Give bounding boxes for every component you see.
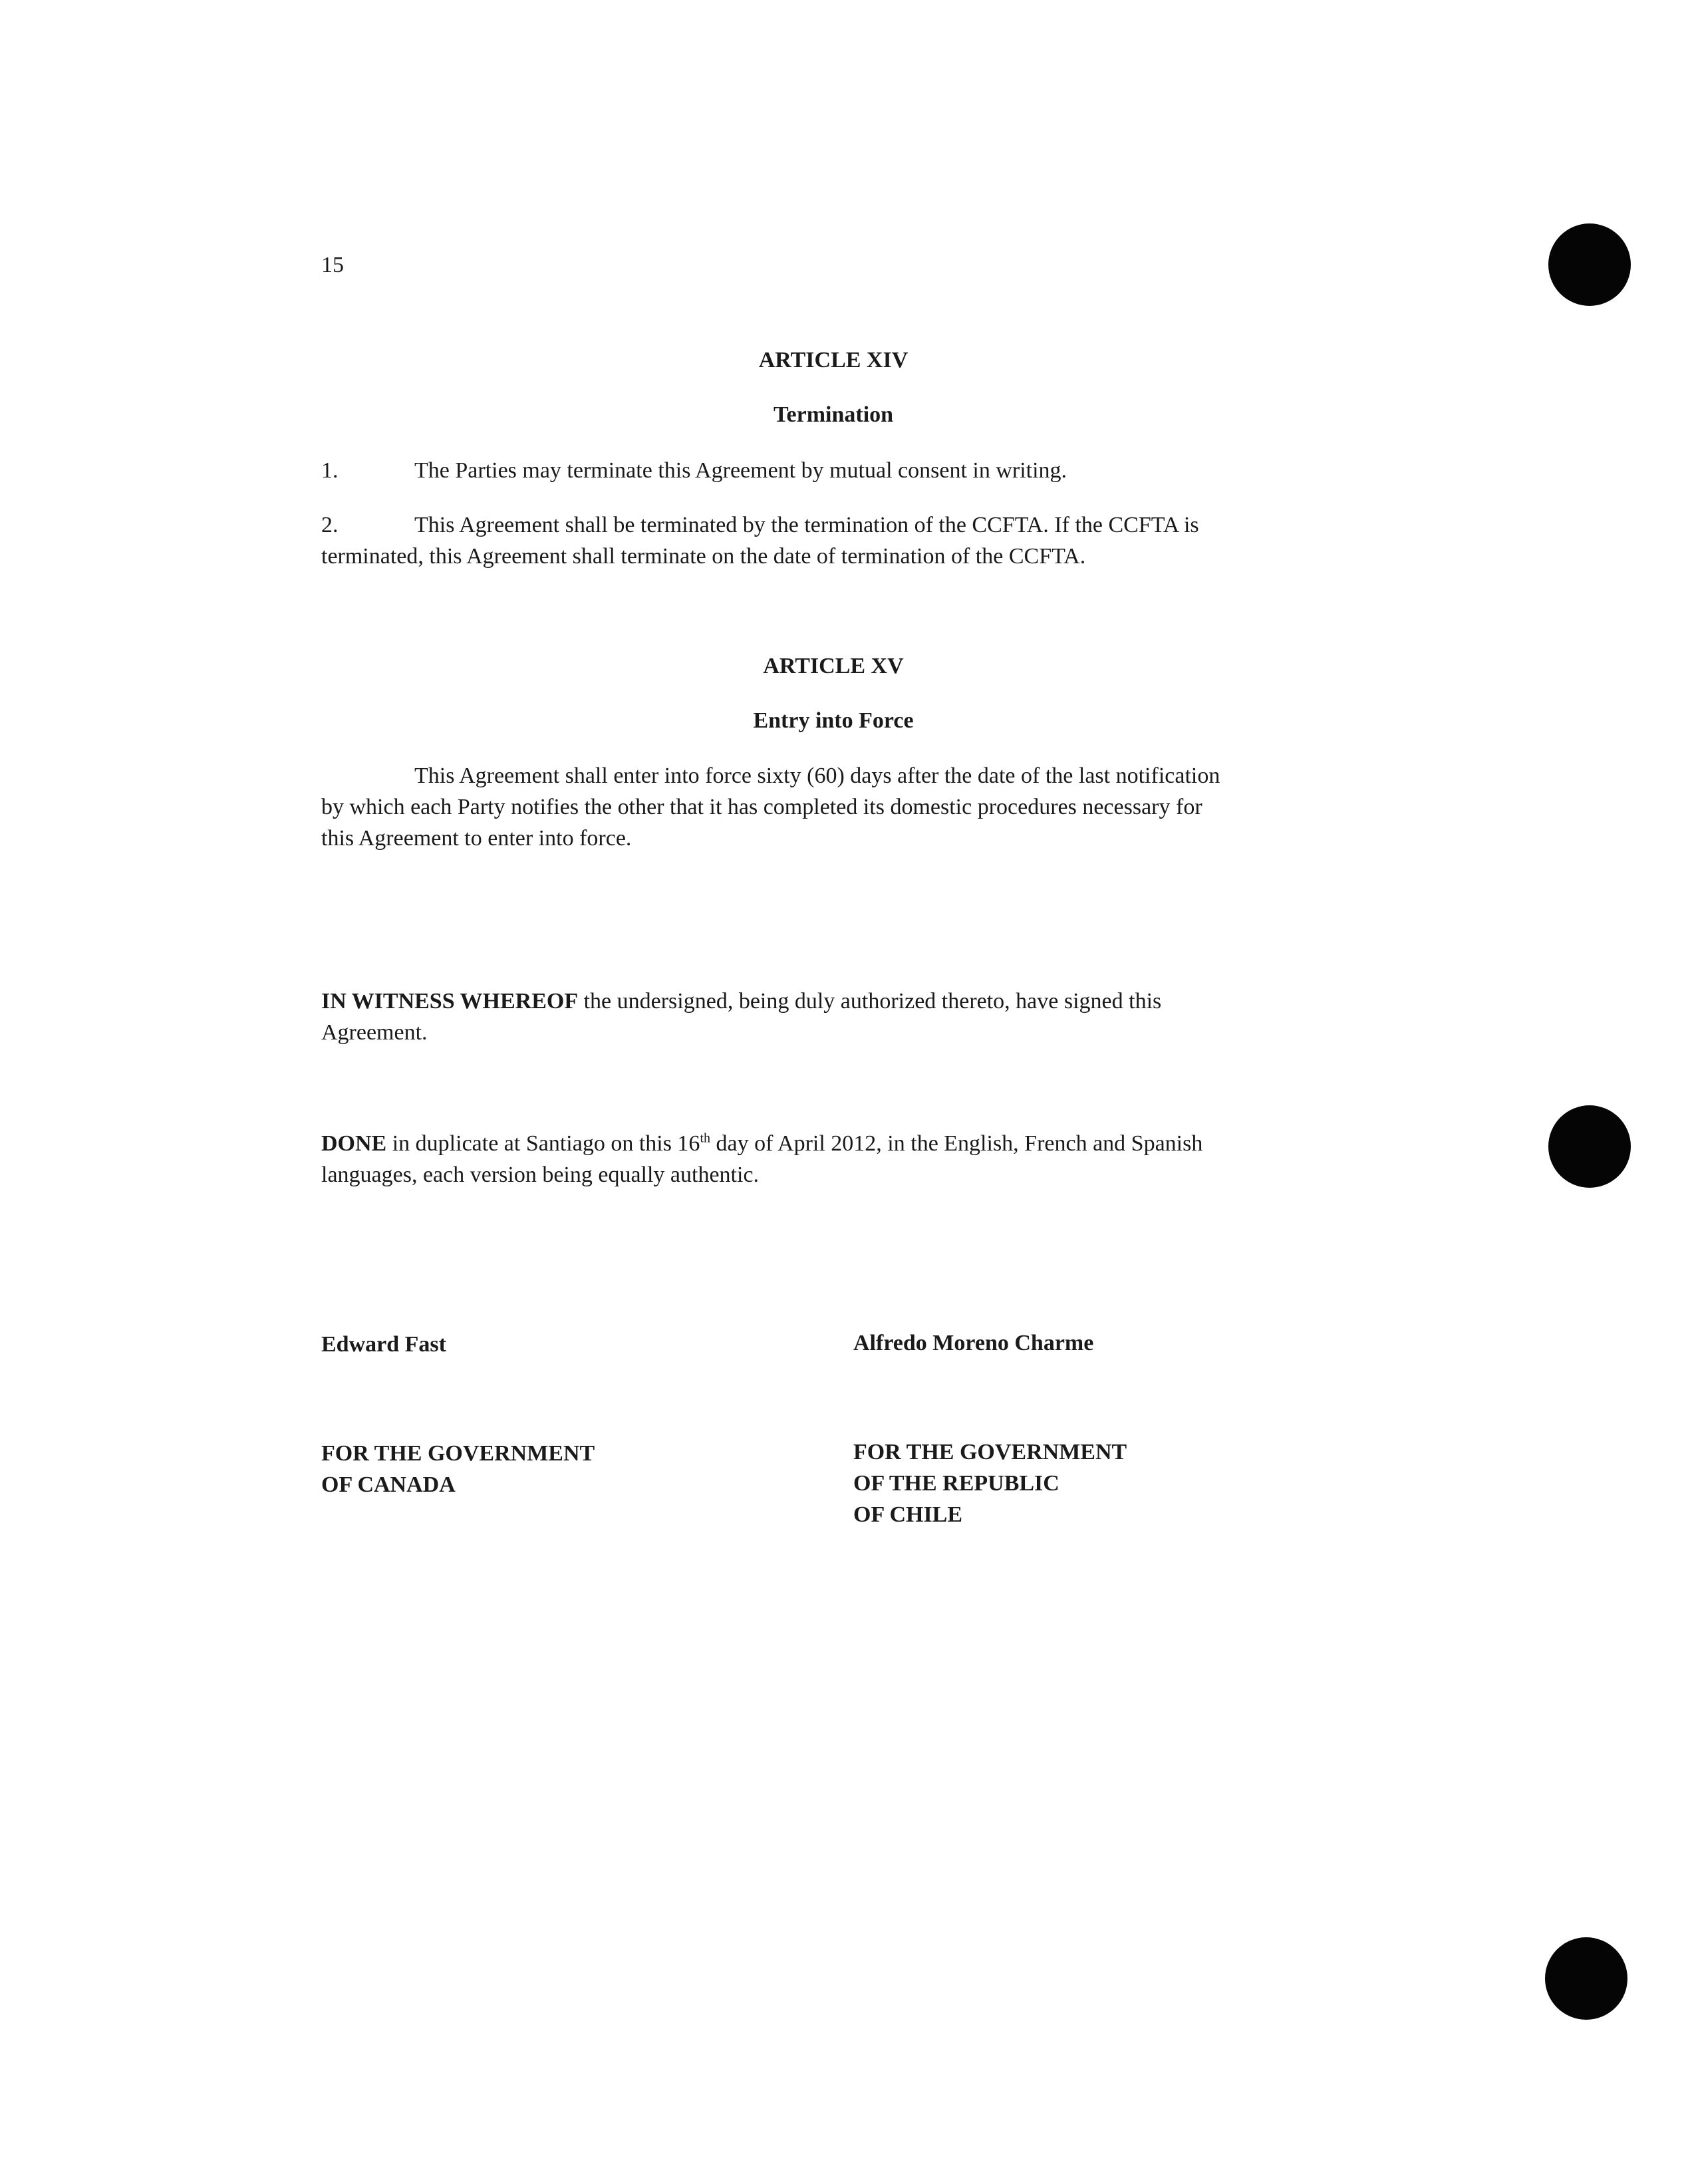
signatory-line: OF CANADA	[321, 1472, 456, 1497]
signatory-line: FOR THE GOVERNMENT	[321, 1441, 595, 1466]
punch-hole-middle	[1548, 1105, 1631, 1188]
signatory-line: FOR THE GOVERNMENT	[853, 1440, 1127, 1464]
punch-hole-top	[1548, 223, 1631, 306]
done-clause	[321, 1128, 1345, 1190]
signatory-name-chile: Alfredo Moreno Charme	[853, 1331, 1094, 1355]
witness-clause	[321, 986, 1345, 1048]
article-xiv-subheading: Termination	[773, 402, 894, 427]
ordinal-suffix: th	[700, 1131, 710, 1146]
page-number: 15	[321, 253, 344, 277]
article-xiv-paragraph-1	[321, 455, 1345, 486]
article-xv-heading: ARTICLE XV	[763, 654, 904, 678]
witness-lead: IN WITNESS WHEREOF	[321, 989, 579, 1014]
paragraph-line: languages, each version being equally authentic.	[321, 1162, 760, 1187]
witness-text: the undersigned, being duly authorized thereto, have signed this	[578, 989, 1162, 1014]
paragraph-line: Agreement.	[321, 1020, 428, 1045]
done-text: in duplicate at Santiago on this 16	[386, 1131, 700, 1156]
signatory-block-canada	[321, 1438, 595, 1500]
paragraph-line	[321, 986, 1345, 1017]
article-xv-subheading: Entry into Force	[753, 708, 914, 733]
done-text: day of April 2012, in the English, French and Spanish	[710, 1131, 1203, 1156]
paragraph-line: this Agreement to enter into force.	[321, 826, 632, 851]
article-xiv-paragraph-2	[321, 509, 1345, 572]
signatory-block-chile	[853, 1436, 1127, 1530]
article-xiv-heading: ARTICLE XIV	[758, 348, 909, 372]
signatory-name-canada: Edward Fast	[321, 1332, 446, 1357]
punch-hole-bottom	[1545, 1937, 1627, 2020]
paragraph-number: 2.	[321, 513, 339, 537]
paragraph-line	[321, 1128, 1345, 1159]
paragraph-text: This Agreement shall be terminated by the termination of the CCFTA. If the CCFTA is	[414, 513, 1199, 537]
signatory-line: OF CHILE	[853, 1502, 963, 1527]
paragraph-line: This Agreement shall enter into force sixty (60) days after the date of the last notification	[414, 763, 1220, 788]
paragraph-line	[321, 509, 1345, 541]
paragraph-number: 1.	[321, 458, 339, 483]
paragraph-line: terminated, this Agreement shall terminate on the date of termination of the CCFTA.	[321, 544, 1086, 569]
paragraph-text: The Parties may terminate this Agreement by mutual consent in writing.	[414, 458, 1067, 483]
paragraph-line: by which each Party notifies the other that it has completed its domestic procedures necessary for	[321, 795, 1202, 819]
done-lead: DONE	[321, 1131, 387, 1156]
article-xv-paragraph	[321, 760, 1345, 854]
signatory-line: OF THE REPUBLIC	[853, 1471, 1059, 1496]
